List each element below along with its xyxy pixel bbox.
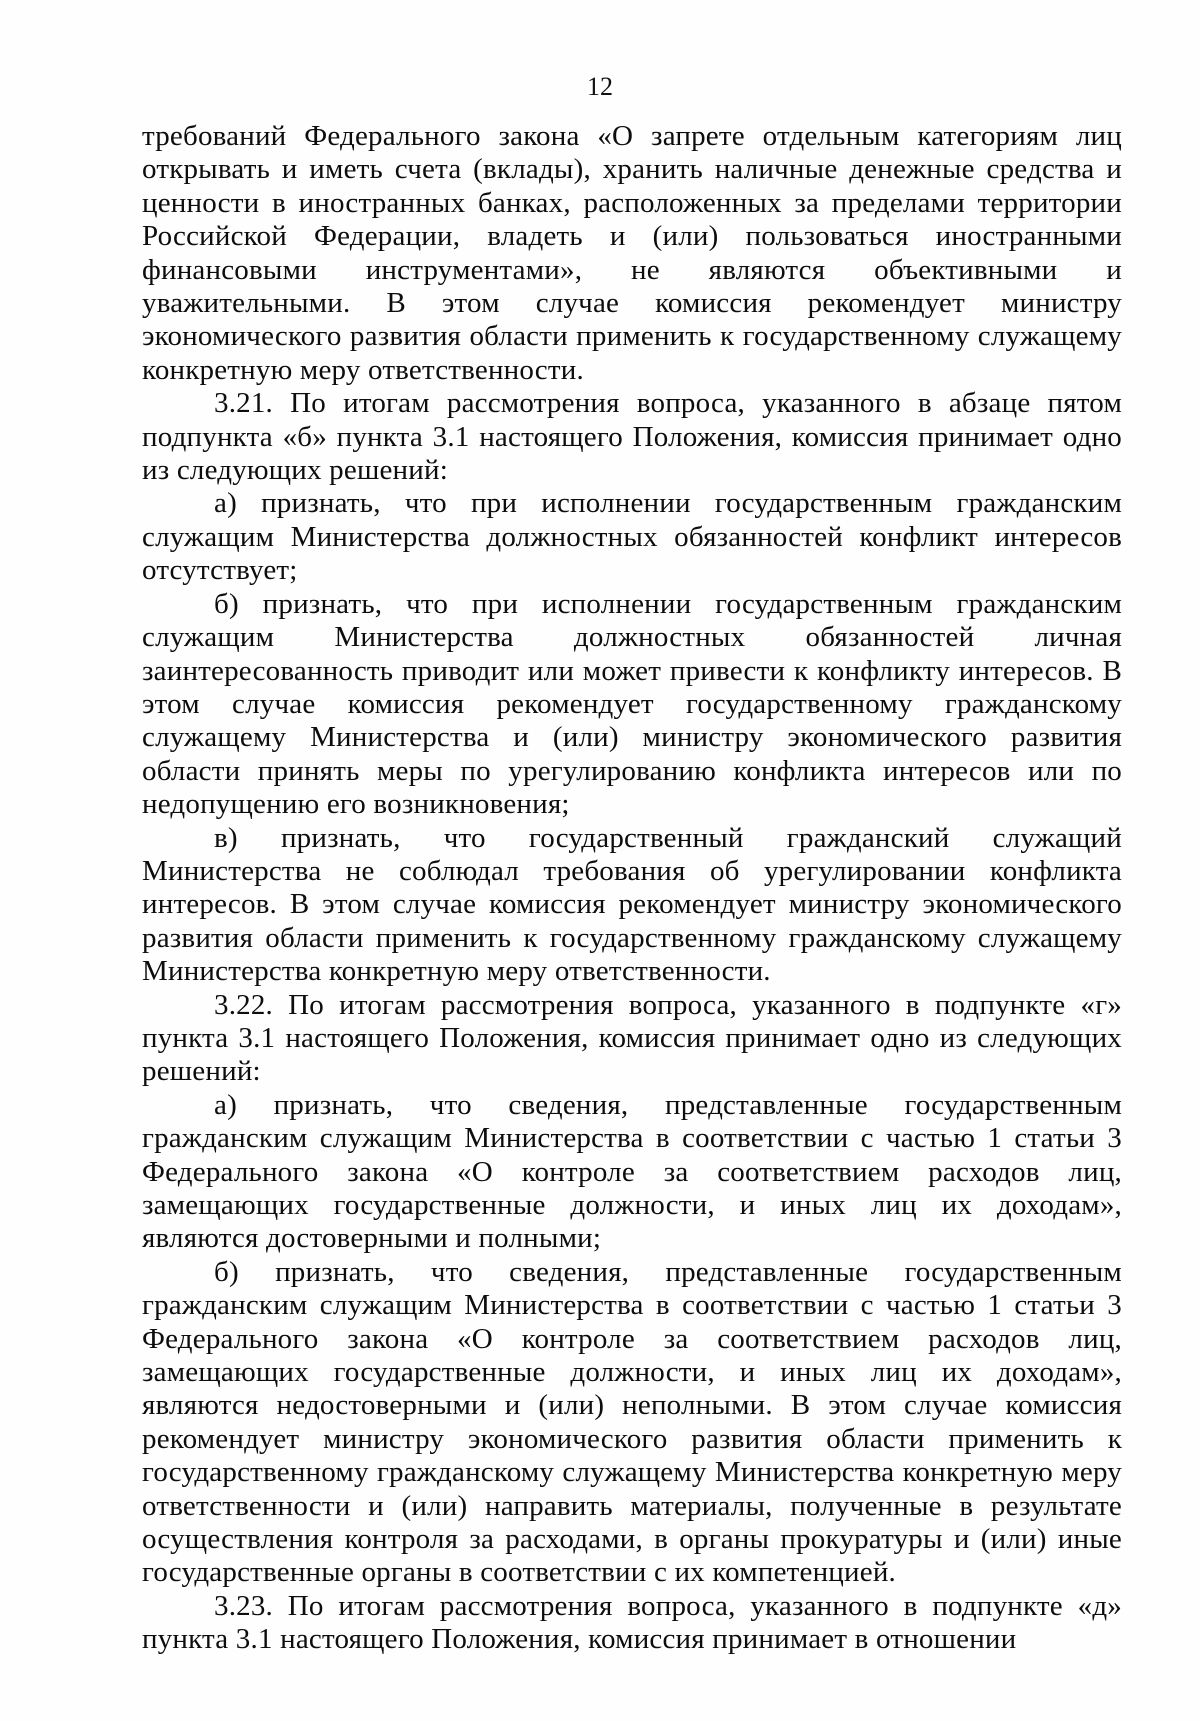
paragraph-3-22: 3.22. По итогам рассмотрения вопроса, указанного в подпункте «г» пункта 3.1 настоящего Положения, комиссия принимает одно из следующих решений: [142,988,1122,1088]
page-number: 12 [587,72,613,101]
paragraph-3-22-b: б) признать, что сведения, представленные государственным гражданским служащим Министерства в соответствии с частью 1 статьи 3 Федерального закона «О контроле за соответствием расходов лиц, замещающих государственные должности, и иных лиц их доходам», являются недостоверными и (или) неполными. В этом случае комиссия рекомендует министру экономического развития области применить к государственному гражданскому служащему Министерства конкретную меру ответственности и (или) направить материалы, полученные в результате осуществления контроля за расходами, в органы прокуратуры и (или) иные государственные органы в соответствии с их компетенцией. [142,1255,1122,1589]
document-body [142,120,1122,1657]
paragraph-3-21-a: а) признать, что при исполнении государственным гражданским служащим Министерства должностных обязанностей конфликт интересов отсутствует; [142,487,1122,587]
paragraph-3-21-v: в) признать, что государственный гражданский служащий Министерства не соблюдал требования об урегулировании конфликта интересов. В этом случае комиссия рекомендует министру экономического развития области применить к государственному гражданскому служащему Министерства конкретную меру ответственности. [142,821,1122,988]
paragraph-3-22-a: а) признать, что сведения, представленные государственным гражданским служащим Министерства в соответствии с частью 1 статьи 3 Федерального закона «О контроле за соответствием расходов лиц, замещающих государственные должности, и иных лиц их доходам», являются достоверными и полными; [142,1088,1122,1255]
paragraph-3-21-b: б) признать, что при исполнении государственным гражданским служащим Министерства должностных обязанностей личная заинтересованность приводит или может привести к конфликту интересов. В этом случае комиссия рекомендует государственному гражданскому служащему Министерства и (или) министру экономического развития области принять меры по урегулированию конфликта интересов или по недопущению его возникновения; [142,587,1122,821]
paragraph-continuation: требований Федерального закона «О запрете отдельным категориям лиц открывать и иметь счета (вклады), хранить наличные денежные средства и ценности в иностранных банках, расположенных за пределами территории Российской Федерации, владеть и (или) пользоваться иностранными финансовыми инструментами», не являются объективными и уважительными. В этом случае комиссия рекомендует министру экономического развития области применить к государственному служащему конкретную меру ответственности. [142,120,1122,386]
paragraph-3-21: 3.21. По итогам рассмотрения вопроса, указанного в абзаце пятом подпункта «б» пункта 3.1 настоящего Положения, комиссия принимает одно из следующих решений: [142,387,1122,487]
paragraph-3-23: 3.23. По итогам рассмотрения вопроса, указанного в подпункте «д» пункта 3.1 настоящего Положения, комиссия принимает в отношении [142,1589,1122,1656]
